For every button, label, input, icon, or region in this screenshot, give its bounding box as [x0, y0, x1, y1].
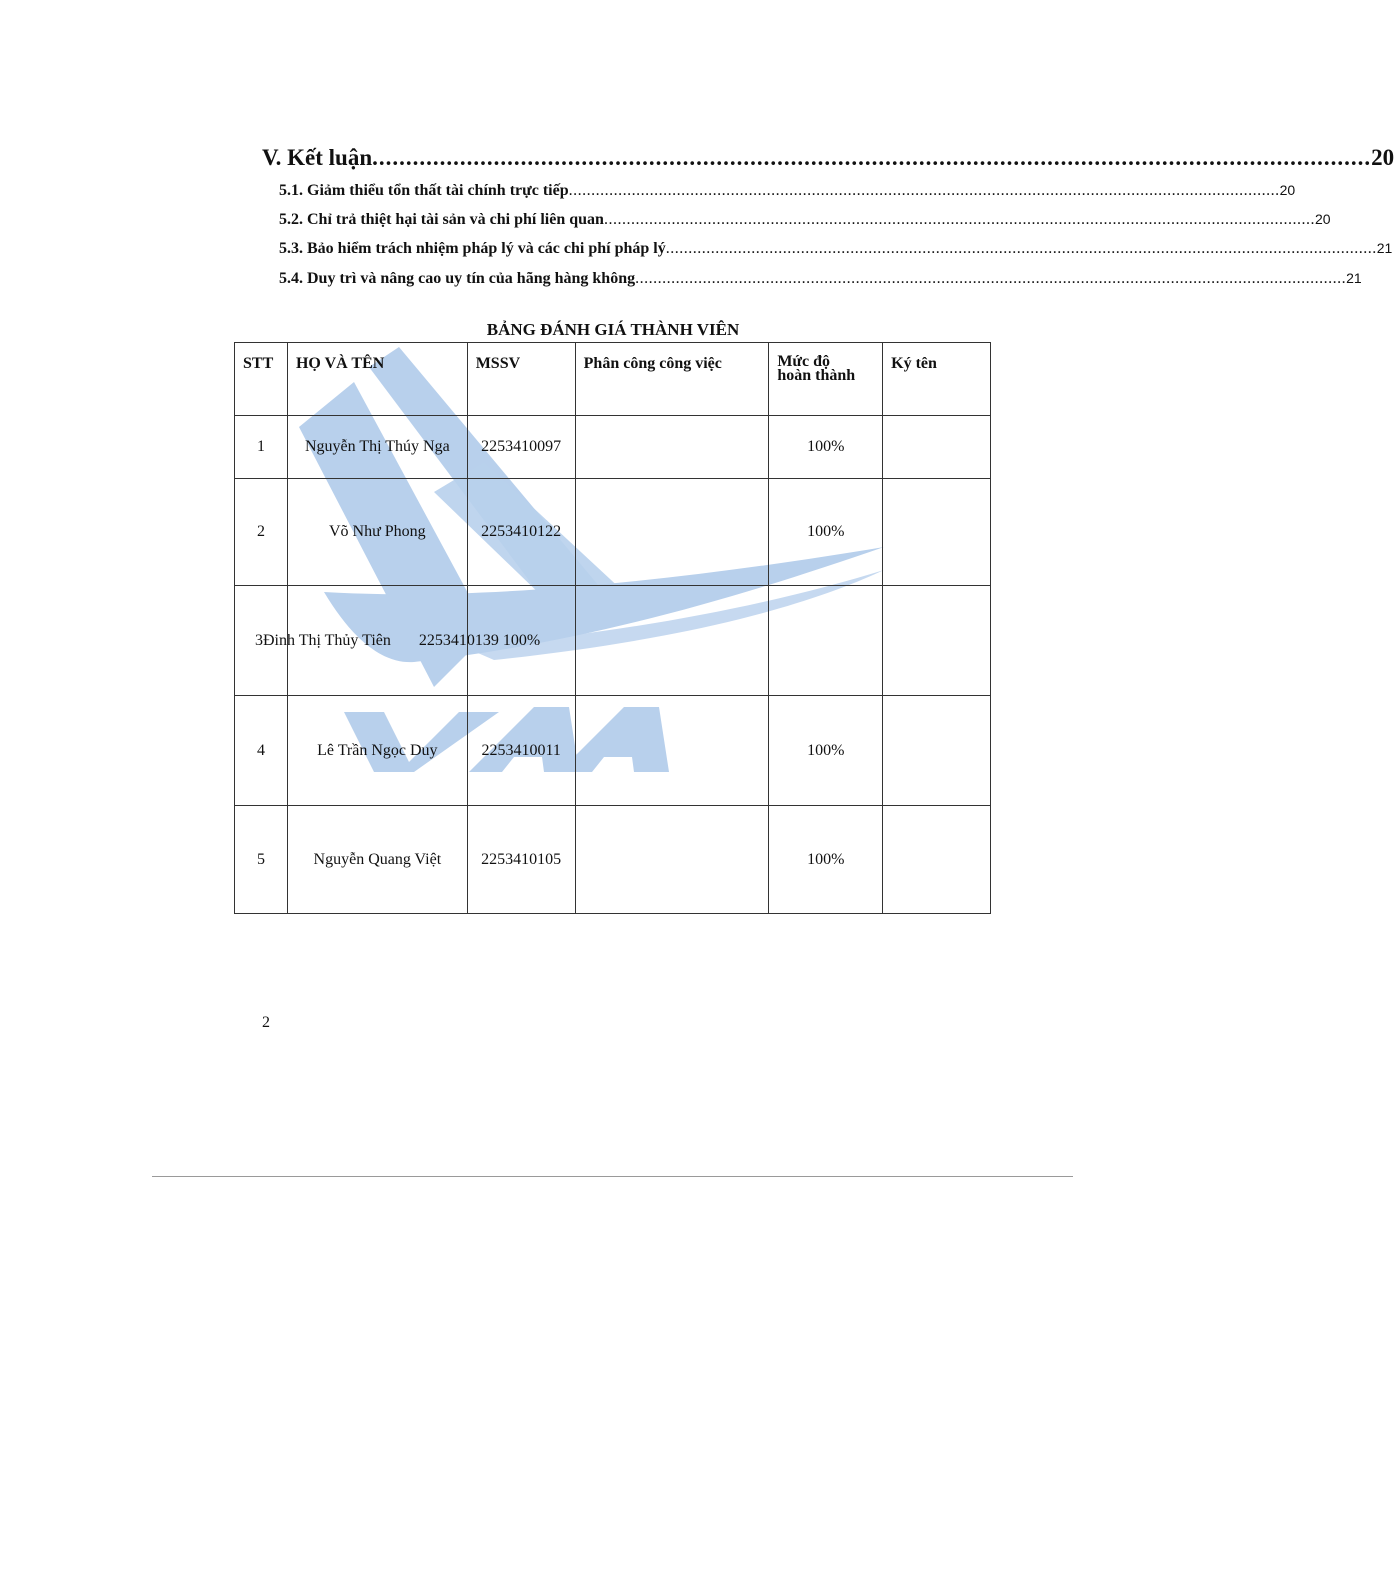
cell-divider — [287, 586, 288, 695]
cell-sign — [883, 696, 991, 806]
header-stt: STT — [235, 343, 288, 416]
table-row — [235, 696, 991, 806]
toc-main-entry — [262, 145, 1394, 179]
cell-level: 100% — [769, 696, 883, 806]
toc-main-label: V. Kết luận — [262, 145, 373, 170]
toc-leader-dots: .............................................................................................................................................................. — [603, 211, 1315, 228]
cell-name: Nguyễn Thị Thúy Nga — [287, 416, 467, 479]
cell-mssv: 2253410105 — [467, 806, 575, 914]
page-number: 2 — [262, 1014, 270, 1031]
cell-divider — [575, 586, 576, 695]
cell-level: 100% — [769, 479, 883, 586]
header-level-line2: hoàn thành — [777, 367, 856, 384]
cell-name: Lê Trần Ngọc Duy — [287, 696, 467, 806]
toc-leader-dots: .............................................................................................................................................................. — [635, 270, 1347, 287]
toc-item — [279, 270, 1362, 294]
toc-item-label: 5.1. Giảm thiểu tổn thất tài chính trực tiếp — [279, 182, 569, 199]
table-row — [235, 416, 991, 479]
cell-task — [575, 696, 769, 806]
cell-stt: 2 — [235, 479, 288, 586]
cell-task — [575, 416, 769, 479]
toc-leader-dots: .................................................................................................................................................... — [372, 145, 1372, 170]
toc-item-page: 21 — [1346, 270, 1362, 286]
table-title: BẢNG ĐÁNH GIÁ THÀNH VIÊN — [486, 320, 740, 339]
header-mssv: MSSV — [467, 343, 575, 416]
cell-divider — [467, 586, 468, 695]
page-divider — [152, 1176, 1073, 1177]
header-completion-level — [769, 343, 883, 416]
cell-level — [769, 586, 883, 696]
toc-item-label: 5.4. Duy trì và nâng cao uy tín của hãng hàng không — [279, 270, 636, 287]
table-row — [235, 806, 991, 914]
cell-task — [575, 479, 769, 586]
cell-level: 100% — [769, 806, 883, 914]
cell-name: Nguyễn Quang Việt — [287, 806, 467, 914]
cell-sign — [883, 416, 991, 479]
toc-item — [279, 211, 1331, 235]
toc-item-label: 5.2. Chỉ trả thiệt hại tài sản và chi phí liên quan — [279, 211, 604, 228]
cell-stt: 4 — [235, 696, 288, 806]
cell-sign — [883, 586, 991, 696]
cell-name: Võ Như Phong — [287, 479, 467, 586]
toc-main-page: 20 — [1371, 145, 1394, 170]
toc-leader-dots: .............................................................................................................................................................. — [665, 240, 1377, 257]
toc-leader-dots: .............................................................................................................................................................. — [568, 182, 1280, 199]
header-level-line1: Mức độ — [777, 353, 831, 370]
toc-item-label: 5.3. Bảo hiểm trách nhiệm pháp lý và các chi phí pháp lý — [279, 240, 666, 257]
table-row — [235, 479, 991, 586]
header-task: Phân công công việc — [575, 343, 769, 416]
header-sign: Ký tên — [883, 343, 991, 416]
table-header-row — [235, 343, 991, 416]
toc-item-page: 20 — [1279, 182, 1296, 198]
cell-mssv: 2253410122 — [467, 479, 575, 586]
cell-sign — [883, 806, 991, 914]
table-row-merged — [235, 586, 991, 696]
cell-merged — [235, 586, 769, 696]
merged-row-text: 3Đinh Thị Thủy Tiên 2253410139 100% — [255, 631, 541, 649]
cell-mssv: 2253410097 — [467, 416, 575, 479]
cell-stt: 1 — [235, 416, 288, 479]
toc-item-page: 21 — [1376, 240, 1393, 256]
cell-task — [575, 806, 769, 914]
cell-sign — [883, 479, 991, 586]
cell-stt: 5 — [235, 806, 288, 914]
header-name: HỌ VÀ TÊN — [287, 343, 467, 416]
toc-item — [279, 240, 1393, 264]
cell-level: 100% — [769, 416, 883, 479]
toc-item-page: 20 — [1314, 211, 1331, 227]
toc-item — [279, 182, 1296, 206]
member-evaluation-table — [234, 342, 991, 914]
cell-mssv: 2253410011 — [467, 696, 575, 806]
